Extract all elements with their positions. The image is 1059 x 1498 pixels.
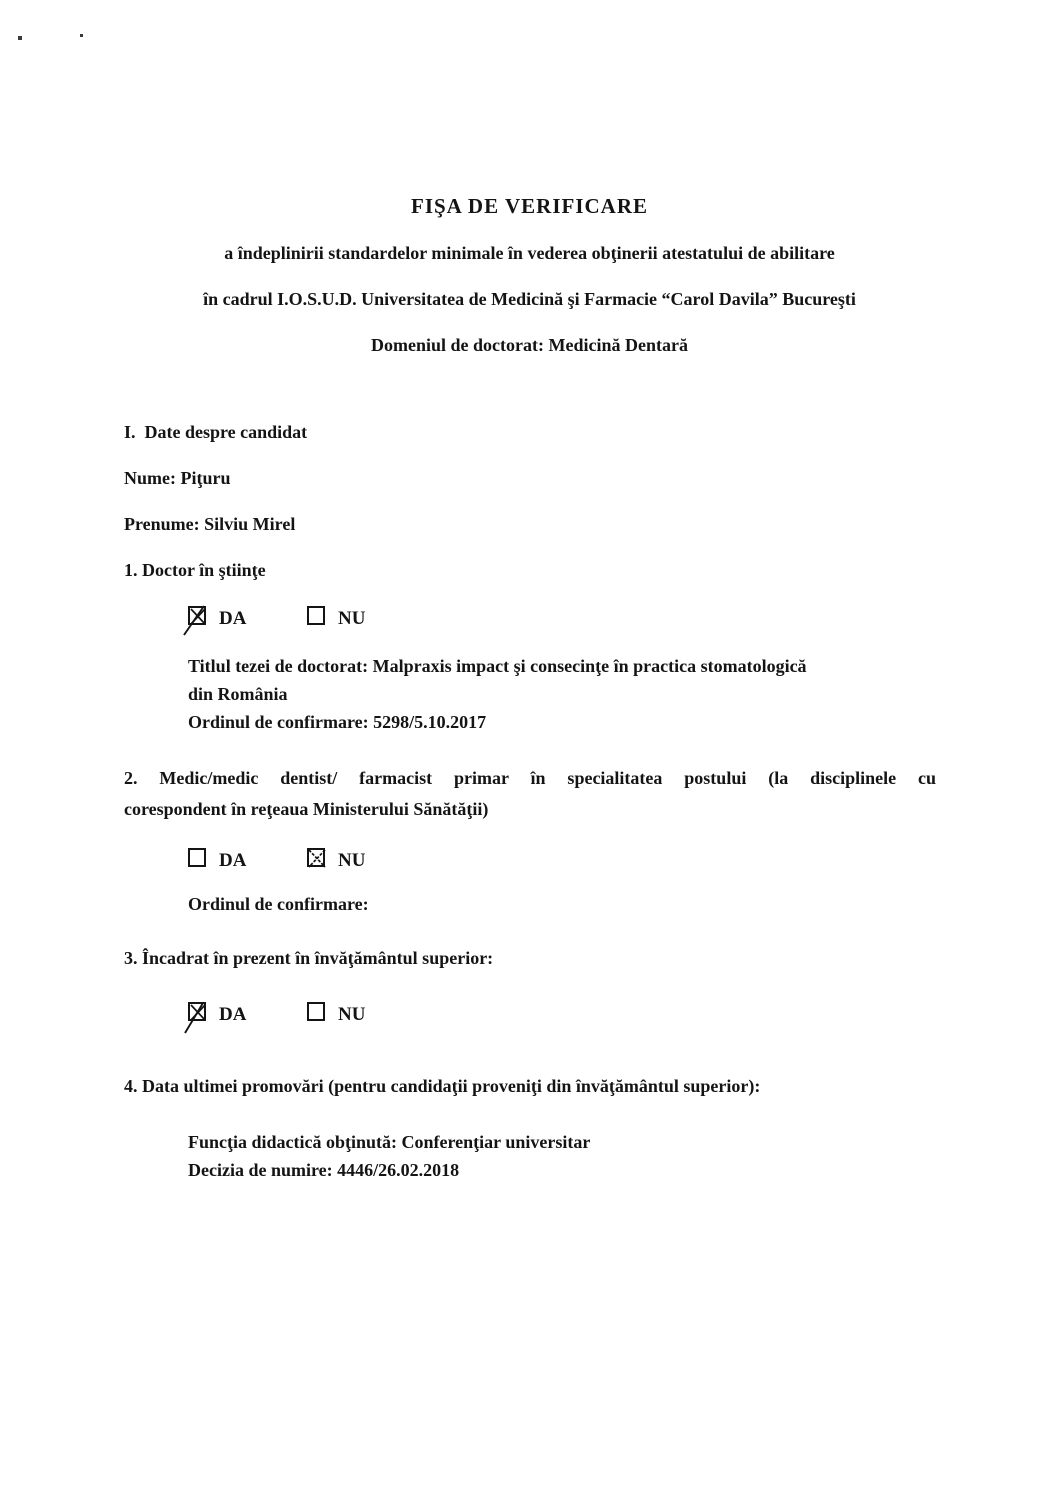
checkbox-label-nu: NU bbox=[338, 1004, 366, 1025]
checkbox-da-checked bbox=[188, 606, 206, 625]
checkbox-label-nu: NU bbox=[338, 608, 366, 629]
question-1-nu-option bbox=[307, 606, 365, 631]
question-1-da-option bbox=[188, 606, 246, 631]
appointment-decision-line: Decizia de numire: 4446/26.02.2018 bbox=[188, 1160, 460, 1180]
scan-artifact bbox=[18, 36, 22, 40]
checkbox-da-checked bbox=[188, 1002, 206, 1021]
question-3-nu-option bbox=[307, 1002, 365, 1027]
thesis-title-line-2: din România bbox=[188, 684, 288, 704]
question-2-label-line-2: corespondent în reţeaua Ministerului Sănătăţii) bbox=[124, 798, 489, 819]
question-3-checkbox-row bbox=[188, 1002, 608, 1028]
question-2-label-line-1: 2. Medic/medic dentist/ farmacist primar în specialitatea postului (la disciplinele cu bbox=[124, 768, 936, 788]
candidate-first-name: Prenume: Silviu Mirel bbox=[124, 514, 296, 534]
x-mark-icon bbox=[300, 841, 332, 873]
question-4-details bbox=[188, 1128, 948, 1184]
scan-artifact bbox=[80, 34, 83, 37]
checkbox-label-nu: NU bbox=[338, 850, 366, 871]
checkbox-nu-unchecked bbox=[307, 1002, 325, 1021]
document-title: FIŞA DE VERIFICARE bbox=[411, 194, 648, 218]
question-1-details bbox=[188, 652, 948, 736]
x-mark-icon bbox=[181, 599, 213, 631]
checkbox-nu-checked bbox=[307, 848, 325, 867]
didactic-position-line: Funcţia didactică obţinută: Conferenţiar universitar bbox=[188, 1132, 591, 1152]
document-subtitle-1: a îndeplinirii standardelor minimale în vederea obţinerii atestatului de abilitare bbox=[224, 243, 835, 263]
question-3-label: 3. Încadrat în prezent în învăţământul superior: bbox=[124, 948, 494, 968]
doctoral-domain-line: Domeniul de doctorat: Medicină Dentară bbox=[371, 335, 688, 355]
checkbox-label-da: DA bbox=[219, 608, 247, 629]
checkbox-label-da: DA bbox=[219, 850, 247, 871]
question-2-da-option bbox=[188, 848, 246, 873]
checkbox-da-unchecked bbox=[188, 848, 206, 867]
checkbox-label-da: DA bbox=[219, 1004, 247, 1025]
question-2-label bbox=[124, 763, 936, 824]
document-subtitle-2: în cadrul I.O.S.U.D. Universitatea de Medicină şi Farmacie “Carol Davila” Bucureşti bbox=[203, 289, 856, 309]
question-2-nu-option bbox=[307, 848, 365, 873]
checkbox-nu-unchecked bbox=[307, 606, 325, 625]
question-1-checkbox-row bbox=[188, 606, 608, 632]
x-mark-icon bbox=[181, 995, 213, 1027]
candidate-last-name: Nume: Piţuru bbox=[124, 468, 231, 488]
question-2-checkbox-row bbox=[188, 848, 608, 874]
thesis-title-line-1: Titlul tezei de doctorat: Malpraxis impact şi consecinţe în practica stomatologică bbox=[188, 656, 807, 676]
question-3-da-option bbox=[188, 1002, 246, 1027]
question-4-label: 4. Data ultimei promovări (pentru candidaţii proveniţi din învăţământul superior): bbox=[124, 1076, 761, 1096]
question-2-order-line: Ordinul de confirmare: bbox=[188, 894, 369, 914]
section-heading-candidate: I. Date despre candidat bbox=[124, 422, 308, 442]
confirmation-order-line: Ordinul de confirmare: 5298/5.10.2017 bbox=[188, 712, 487, 732]
question-1-label: 1. Doctor în ştiinţe bbox=[124, 560, 266, 580]
